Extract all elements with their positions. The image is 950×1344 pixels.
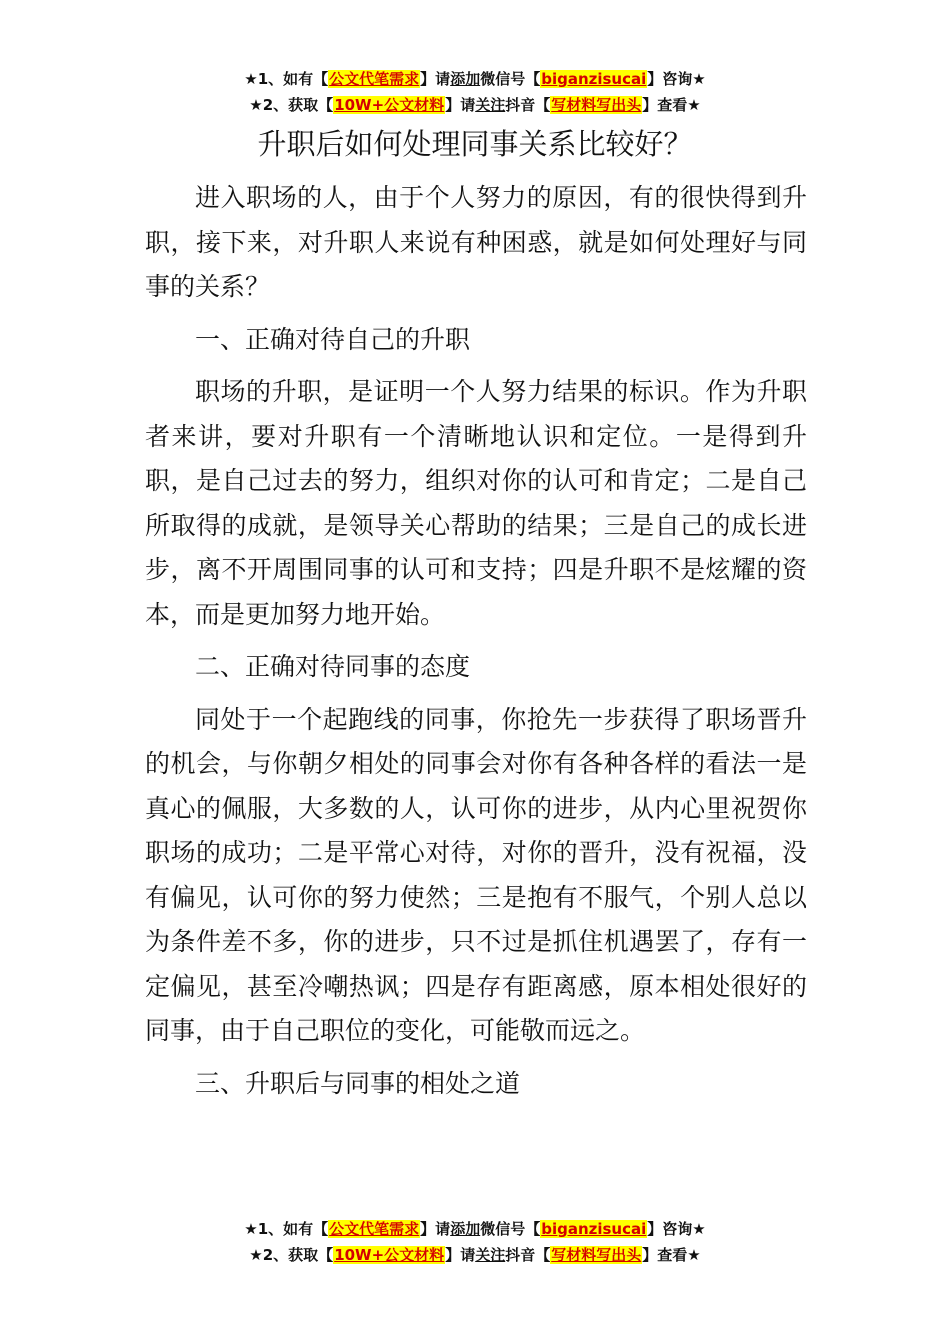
douyin-account: 写材料写出头 — [551, 96, 642, 114]
page-title: 升职后如何处理同事关系比较好？ — [257, 127, 693, 161]
promo-line-2: ★2、获取【10W+公文材料】请关注抖音【写材料写出头】查看★ — [249, 1246, 701, 1264]
document-body — [145, 176, 807, 1114]
section-2-paragraph: 同处于一个起跑线的同事，你抢先一步获得了职场晋升的机会，与你朝夕相处的同事会对你有各种各样的看法一是真心的佩服，大多数的人，认可你的进步，从内心里祝贺你职场的成功；二是平常心对待，对你的晋升，没有祝福，没有偏见，认可你的努力使然；三是抱有不服气，个别人总以为条件差不多，你的进步，只不过是抓住机遇罢了，存有一定偏见，甚至冷嘲热讽；四是存有距离感，原本相处很好的同事，由于自己职位的变化，可能敬而远之。 — [145, 704, 807, 1045]
promo-highlight: 公文代笔需求 — [329, 1220, 420, 1238]
section-heading-2: 二、正确对待同事的态度 — [195, 652, 471, 681]
promo-highlight: 公文代笔需求 — [329, 70, 420, 88]
promo-highlight: 10W+公文材料 — [334, 96, 445, 114]
section-heading-3: 三、升职后与同事的相处之道 — [195, 1068, 521, 1098]
promo-line-1: ★1、如有【公文代笔需求】请添加微信号【biganzisucai】咨询★ — [244, 70, 706, 88]
intro-paragraph: 进入职场的人，由于个人努力的原因，有的很快得到升职，接下来，对升职人来说有种困惑，就是如何处理好与同事的关系？ — [145, 183, 807, 301]
promo-line-1: ★1、如有【公文代笔需求】请添加微信号【biganzisucai】咨询★ — [244, 1220, 706, 1238]
wechat-id: biganzisucai — [541, 1220, 647, 1238]
section-heading-1: 一、正确对待自己的升职 — [195, 324, 471, 354]
section-1-paragraph: 职场的升职，是证明一个人努力结果的标识。作为升职者来讲，要对升职有一个清晰地认识和定位。一是得到升职，是自己过去的努力，组织对你的认可和肯定；二是自己所取得的成就，是领导关心帮助的结果；三是自己的成长进步，离不开周围同事的认可和支持；四是升职不是炫耀的资本，而是更加努力地开始。 — [145, 377, 807, 629]
footer-promo-banner — [0, 1216, 950, 1268]
douyin-account: 写材料写出头 — [551, 1246, 642, 1264]
promo-line-2: ★2、获取【10W+公文材料】请关注抖音【写材料写出头】查看★ — [249, 96, 701, 114]
header-promo-banner — [0, 66, 950, 118]
promo-highlight: 10W+公文材料 — [334, 1246, 445, 1264]
wechat-id: biganzisucai — [541, 70, 647, 88]
